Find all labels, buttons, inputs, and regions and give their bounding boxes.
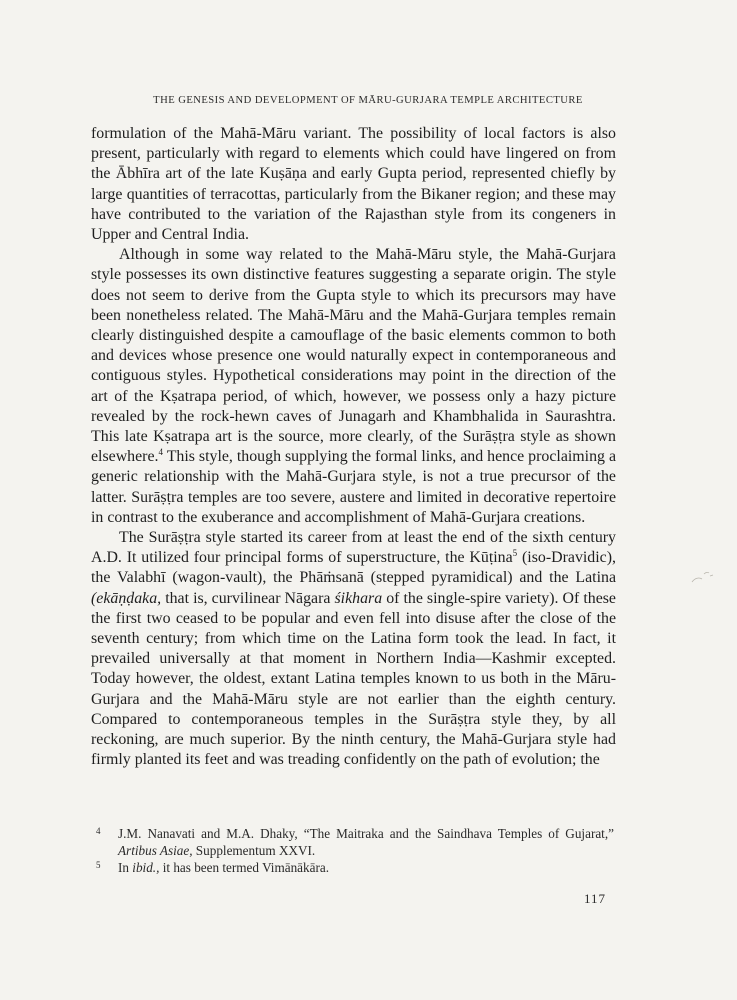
footnote-4-journal: Artibus Asiae, xyxy=(118,843,193,858)
paragraph-3-text-c: that is, curvilinear Nāgara xyxy=(161,589,335,607)
footnote-5 xyxy=(96,859,614,876)
footnote-ref-4[interactable]: 4 xyxy=(158,447,163,458)
margin-pencil-mark xyxy=(690,566,716,588)
footnotes xyxy=(96,825,614,876)
footnote-4-text-b: Supplementum XXVI. xyxy=(192,843,316,858)
term-ekandaka: (ekāṇḍaka, xyxy=(91,589,162,607)
paragraph-2-text-b: This style, though supplying the formal links, and hence proclaiming a generic relationship with the Mahā-Gurjara style, is not a true precursor of the latter. Surāṣṭra temples are too severe, austere and limited in decorative repertoire in contrast to the exuberance and accomplishment of Mahā-Gurjara creations. xyxy=(91,448,616,526)
footnote-5-text-b: it has been termed Vimānākāra. xyxy=(159,860,330,875)
paragraph-2-text-a: Although in some way related to the Mahā-Māru style, the Mahā-Gurjara style possesses its own distinctive features suggesting a separate origin. The style does not seem to derive from the Gupta style to which its precursors may have been nonetheless related. The Mahā-Māru and the Mahā-Gurjara temples remain clearly distinguished despite a camouflage of the basic elements common to both and devices whose presence one would naturally expect in contemporaneous and contiguous styles. Hypothetical considerations may point in the direction of the art of the Kṣatrapa period, of which, however, we possess only a hazy picture revealed by the rock-hewn caves of Junagarh and Khambhalida in Saurashtra. This late Kṣatrapa art is the source, more clearly, of the Surāṣṭra style as shown elsewhere. xyxy=(91,246,616,466)
paragraph-2 xyxy=(91,245,616,528)
footnote-ref-5[interactable]: 5 xyxy=(512,548,518,559)
page-number: 117 xyxy=(584,891,607,906)
paragraph-3-text-d: of the single-spire variety). Of these the first two ceased to be popular and even fell into disuse after the close of the seventh century; from which time on the Latina form took the lead. In fact, it prevailed universally at that moment in Northern India—Kashmir excepted. Today however, the oldest, extant Latina temples known to us both in the Māru-Gurjara and the Mahā-Māru style are not earlier than the eighth century. Compared to contemporaneous temples in the Surāṣṭra style they, by all reckoning, are much superior. By the ninth century, the Mahā-Gurjara style had firmly planted its feet and was treading confidently on the path of evolution; the xyxy=(91,589,616,769)
running-head: THE GENESIS AND DEVELOPMENT OF MĀRU-GURJARA TEMPLE ARCHITECTURE xyxy=(153,95,583,106)
paragraph-3 xyxy=(91,528,616,770)
footnote-4-text-a: J.M. Nanavati and M.A. Dhaky, “The Maitraka and the Saindhava Temples of Gujarat,” xyxy=(118,826,614,841)
paragraph-3-text-b: (iso-Dravidic), the Valabhī (wagon-vault), the Phāṁsanā (stepped pyramidical) and the Latina xyxy=(91,549,616,587)
paragraph-1: formulation of the Mahā-Māru variant. The possibility of local factors is also present, particularly with regard to elements which could have lingered on from the Ābhīra art of the late Kuṣāṇa and early Gupta period, represented chiefly by large quantities of terracottas, particularly from the Bikaner region; and these may have contributed to the variation of the Rajasthan style from its congeners in Upper and Central India. xyxy=(91,125,616,244)
term-sikhara: śikhara xyxy=(334,589,383,607)
footnote-4 xyxy=(96,825,614,859)
paragraph-3-text-a: The Surāṣṭra style started its career from at least the end of the sixth century A.D. It utilized four principal forms of superstructure, the Kūṭina xyxy=(91,529,616,567)
footnote-5-ibid: ibid., xyxy=(132,860,160,875)
footnote-5-text-a: In xyxy=(118,860,133,875)
body-text xyxy=(91,124,616,771)
footnote-5-mark: 5 xyxy=(96,860,101,870)
footnote-4-mark: 4 xyxy=(96,826,101,836)
